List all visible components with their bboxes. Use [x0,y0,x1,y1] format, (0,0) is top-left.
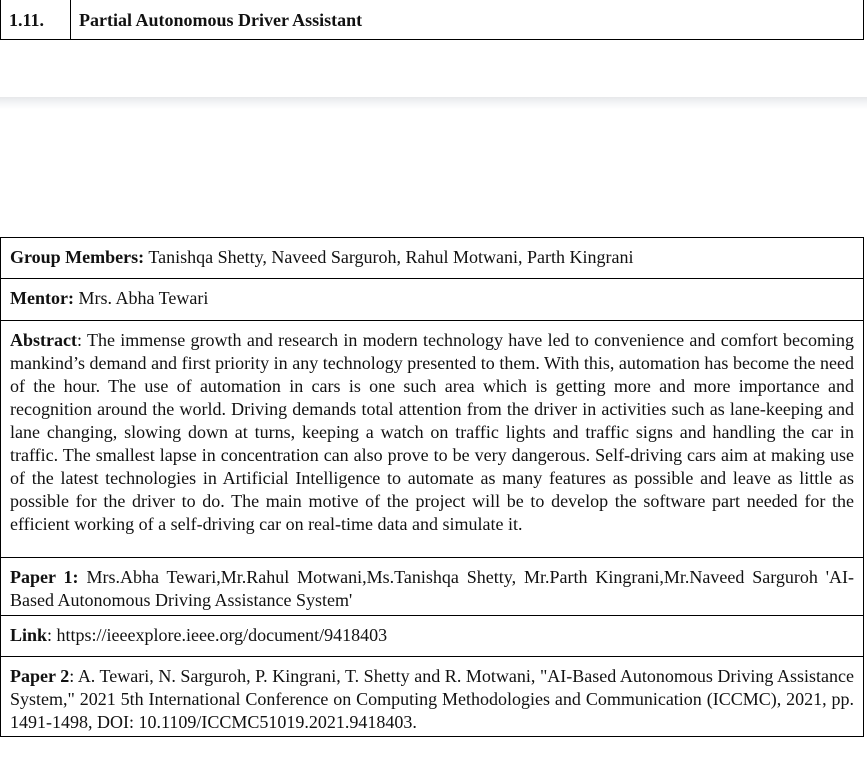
section-title-table [0,0,864,40]
mentor-label: Mentor: [10,288,74,308]
paper-1-citation: Mrs.Abha Tewari,Mr.Rahul Motwani,Ms.Tanishqa Shetty, Mr.Parth Kingrani,Mr.Naveed Sarguroh 'AI-Based Autonomous Driving Assistance System' [10,567,855,610]
group-members-value: Tanishqa Shetty, Naveed Sarguroh, Rahul Motwani, Parth Kingrani [148,247,634,267]
paper-link[interactable]: https://ieeexplore.ieee.org/document/9418403 [56,625,388,645]
paper-1-row [1,558,863,616]
mentor-row [1,279,863,321]
mentor-value: Mrs. Abha Tewari [78,288,209,308]
section-number: 1.11. [1,0,71,39]
paper-2-label: Paper 2 [10,666,70,686]
section-title: Partial Autonomous Driver Assistant [79,10,363,30]
abstract-row: Abstract: The immense growth and research in modern technology have led to convenience and comfort becoming mankind’s demand and first priority in any technology presented to them. With this, automation has become the need of the hour. The use of automation in cars is one such area which is getting more and more importance and recognition around the world. Driving demands total attention from the driver in activities such as lane-keeping and lane changing, slowing down at turns, keeping a watch on traffic lights and traffic signs and handling the car in traffic. The smallest lapse in concentration can also prove to be very dangerous. Self-driving cars aim at making use of the latest technologies in Artificial Intelligence to automate as many features as possible and leave as little as possible for the driver to do. The main motive of the project will be to develop the software part needed for the efficient working of a self-driving car on real-time data and simulate it. [1,321,863,558]
paper-2-row: Paper 2: A. Tewari, N. Sarguroh, P. Kingrani, T. Shetty and R. Motwani, "AI-Based Autonomous Driving Assistance System," 2021 5th International Conference on Computing Methodologies and Communication (ICCMC), 2021, pp. 1491-1498, DOI: 10.1109/ICCMC51019.2021.9418403. [1,657,863,737]
abstract-text: The immense growth and research in modern technology have led to convenience and comfort becoming mankind’s demand and first priority in any technology presented to them. With this, automation has become the need of the hour. The use of automation in cars is one such area which is getting more and more importance and recognition around the world. Driving demands total attention from the driver in activities such as lane-keeping and lane changing, slowing down at turns, keeping a watch on traffic lights and traffic signs and handling the car in traffic. The smallest lapse in concentration can also prove to be very dangerous. Self-driving cars aim at making use of the latest technologies in Artificial Intelligence to automate as many features as possible and leave as little as possible for the driver to do. The main motive of the project will be to develop the software part needed for the efficient working of a self-driving car on real-time data and simulate it. [10,330,854,534]
paper-2-citation: A. Tewari, N. Sarguroh, P. Kingrani, T. Shetty and R. Motwani, "AI-Based Autonomous Driving Assistance System," 2021 5th International Conference on Computing Methodologies and Communication (ICCMC), 2021, pp. 1491-1498, DOI: 10.1109/ICCMC51019.2021.9418403. [10,666,854,732]
link-label: Link [10,625,48,645]
paper-1-label: Paper 1: [10,567,79,587]
project-details-table [0,237,864,737]
link-row: Link: https://ieeexplore.ieee.org/document/9418403 [1,616,863,657]
page-break [0,97,867,109]
group-members-row [1,238,863,279]
abstract-label: Abstract [10,330,77,350]
group-members-label: Group Members: [10,247,145,267]
